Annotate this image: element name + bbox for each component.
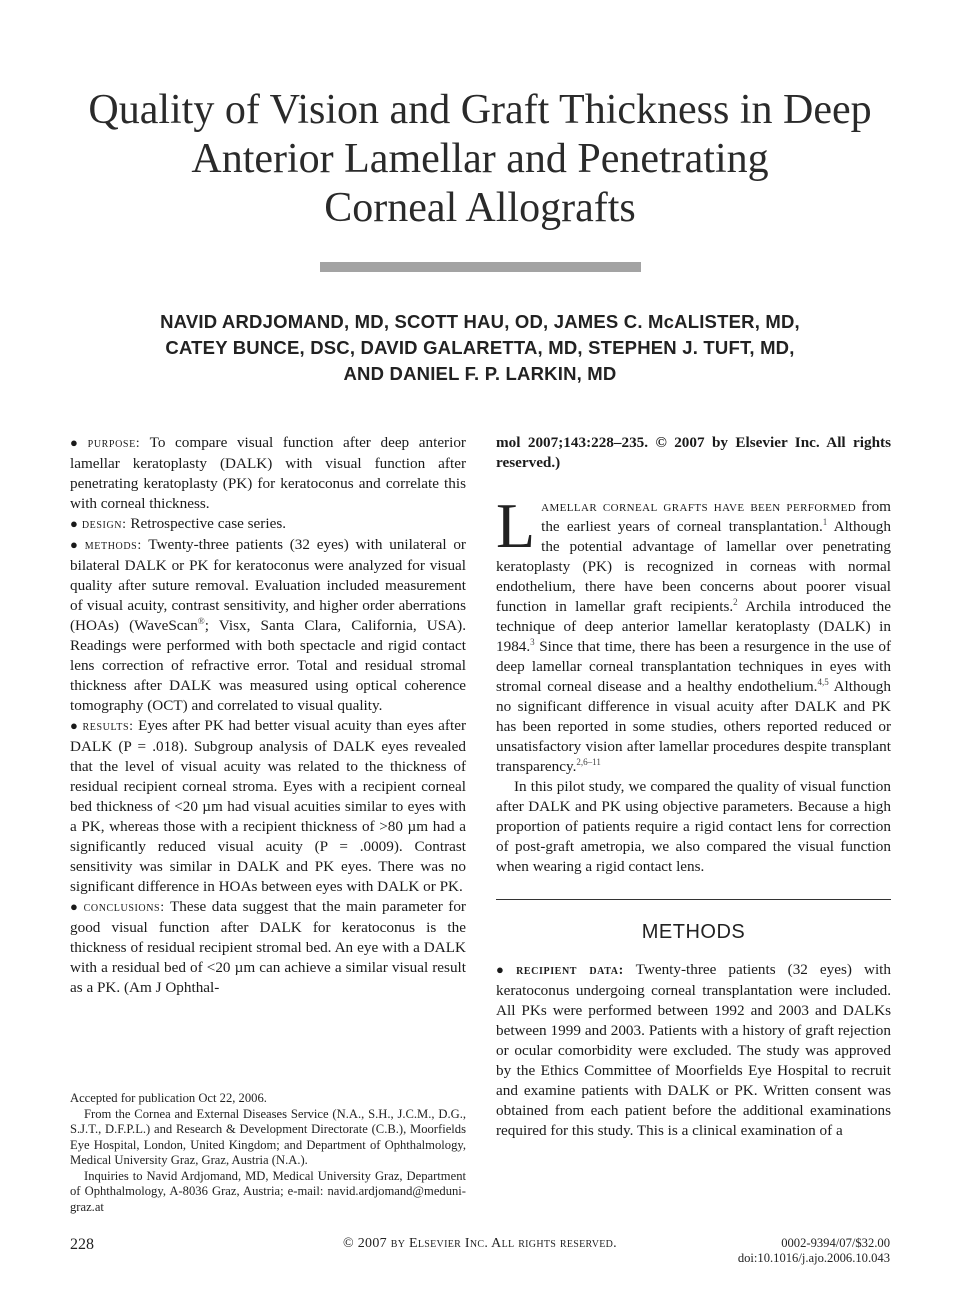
doi: doi:10.1016/j.ajo.2006.10.043 — [737, 1251, 890, 1265]
citation-end: mol 2007;143:228–235. © 2007 by Elsevier Inc. All rights reserved.) — [496, 434, 891, 471]
footnotes — [70, 1091, 466, 1215]
title-line: Anterior Lamellar and Penetrating — [191, 136, 769, 182]
affiliation-note: From the Cornea and External Diseases Service (N.A., S.H., J.C.M., D.G., S.J.T., D.F.P.L.) and Research & Development Directorate (C.B.), Moorfields Eye Hospital, London, United Kingdom; and Department of Ophthalmology, Medical University Graz, Graz, Austria (N.A.). — [70, 1106, 466, 1167]
reference-link[interactable]: 2,6–11 — [576, 756, 601, 767]
bullet-icon: ● — [496, 962, 513, 977]
page-footer — [0, 1236, 960, 1276]
bullet-icon: ● — [70, 537, 81, 552]
issn: 0002-9394/07/$32.00 — [781, 1236, 890, 1250]
bullet-icon: ● — [70, 718, 79, 733]
intro-text: Archila introduced the technique of deep anterior lamellar keratoplasty (DALK) in 1984. — [496, 598, 892, 655]
section-label: results: — [82, 719, 134, 734]
title-divider-bar — [320, 262, 641, 272]
intro-lead: amellar corneal grafts have been performed — [541, 498, 857, 515]
bullet-icon: ● — [70, 516, 78, 531]
recipient-text: Twenty-three patients (32 eyes) with keratoconus undergoing corneal transplantation were included. All PKs were performed between 1992 and 2003 and DALKs between 1999 and 2003. Patients with a history of graft rejection or ocular comorbidity were excluded. The study was approved by the Ethics Committee of Moorfields Eye Hospital to recruit and examine patients with DALK or PK. Written consent was obtained from each patient before the additional examinations required for this study. This is a clinical examination of a — [496, 961, 891, 1139]
abstract-design — [70, 514, 466, 535]
registered-mark: ® — [197, 615, 205, 626]
accepted-note: Accepted for publication Oct 22, 2006. — [70, 1091, 267, 1105]
drop-cap: L — [496, 490, 536, 561]
section-label: recipient data: — [516, 963, 624, 978]
abstract-results — [70, 716, 466, 897]
intro-text: Although the potential advantage of lamellar over penetrating keratoplasty (PK) is recognized in corneas with normal endothelium, there have been concerns about poorer visual function in lamellar graft recipients. — [496, 518, 891, 615]
intro-text: Since that time, there has been a resurgence in the use of deep lamellar corneal transplantation techniques in eyes with stromal corneal disease and a healthy endothelium. — [496, 638, 892, 695]
section-label: design: — [81, 517, 127, 532]
abstract-methods — [70, 535, 466, 716]
body-column — [496, 433, 891, 1141]
abstract-purpose — [70, 433, 466, 514]
title-line: Quality of Vision and Graft Thickness in Deep — [88, 87, 872, 133]
author-line: CATEY BUNCE, DSC, DAVID GALARETTA, MD, STEPHEN J. TUFT, MD, — [165, 337, 795, 358]
abstract-text: These data suggest that the main parameter for good visual function after DALK for keratoconus is the thickness of residual recipient stromal bed. An eye with a DALK with a residual bed of <20 µm can achieve a similar visual result as a PK. — [70, 898, 466, 996]
footer-identifiers — [738, 1236, 890, 1266]
recipient-data-paragraph — [496, 960, 891, 1141]
title-line: Corneal Allografts — [324, 185, 636, 231]
abstract-text: Eyes after PK had better visual acuity than eyes after DALK (P = .018). Subgroup analysis of DALK eyes revealed that the level of visual acuity was related to the thickness of residual recipient corneal stroma. Eyes with a recipient corneal bed thickness of <20 µm had visual acuities similar to eyes with a PK, whereas those with a recipient thickness of >80 µm had a significantly reduced visual acuity (P = .0009). Contrast sensitivity was similar in DALK and PK eyes. There was no significant difference in HOAs between eyes with DALK or PK. — [70, 717, 467, 895]
abstract-text: Twenty-three patients (32 eyes) with unilateral or bilateral DALK or PK for keratoconus were analyzed for visual quality after suture removal. Evaluation included measurement of visual acuity, contrast sensitivity, and higher order aberrations (HOAs) (WaveScan — [70, 536, 466, 634]
bullet-icon: ● — [70, 899, 80, 914]
bullet-icon: ● — [70, 435, 84, 450]
section-label: methods: — [84, 538, 142, 553]
citation-start: (Am J Ophthal- — [124, 979, 220, 996]
intro-text: Although no significant difference in visual acuity after DALK and PK has been reported in some studies, others reported reduced or unsatisfactory vision after lamellar procedures despite transplant transparency. — [496, 678, 891, 775]
reference-link[interactable]: 3 — [530, 636, 535, 647]
section-label: purpose: — [87, 436, 141, 451]
intro-text: from the earliest years of corneal transplantation. — [541, 498, 891, 535]
author-line: NAVID ARDJOMAND, MD, SCOTT HAU, OD, JAMES C. McALISTER, MD, — [160, 311, 800, 332]
abstract-text: ; Visx, Santa Clara, California, USA). Readings were performed with both spectacle and rigid contact lens correction of refractive error. Total and residual stromal thickness after DALK was measured using optical coherence tomography (OCT) and correlated to visual quality. — [70, 617, 467, 714]
page-number: 228 — [70, 1236, 94, 1253]
abstract-text: To compare visual function after deep anterior lamellar keratoplasty (DALK) with visual function after penetrating keratoplasty (PK) for keratoconus and correlate this with corneal thickness. — [70, 434, 466, 512]
intro-paragraph-2: In this pilot study, we compared the quality of visual function after DALK and PK using objective parameters. Because a high proportion of patients require a rigid contact lens for correction of post-graft ametropia, we also compared the visual function when wearing a rigid contact lens. — [496, 778, 891, 875]
abstract-column — [70, 433, 466, 998]
section-divider — [496, 899, 891, 900]
reference-link[interactable]: 4,5 — [817, 676, 829, 687]
methods-heading: METHODS — [641, 921, 746, 943]
reference-link[interactable]: 2 — [733, 596, 738, 607]
abstract-text: Retrospective case series. — [130, 515, 287, 532]
abstract-conclusions — [70, 897, 466, 998]
author-line: AND DANIEL F. P. LARKIN, MD — [343, 363, 617, 384]
reference-link[interactable]: 1 — [822, 516, 828, 527]
author-list — [60, 309, 900, 387]
copyright: © 2007 by Elsevier Inc. All rights reserved. — [343, 1236, 617, 1251]
article-title — [40, 86, 920, 233]
intro-paragraph — [496, 490, 892, 777]
inquiries-note: Inquiries to Navid Ardjomand, MD, Medical University Graz, Department of Ophthalmology, A-8036 Graz, Austria; e-mail: navid.ardjomand@meduni-graz.at — [70, 1168, 466, 1214]
section-label: conclusions: — [83, 900, 165, 915]
